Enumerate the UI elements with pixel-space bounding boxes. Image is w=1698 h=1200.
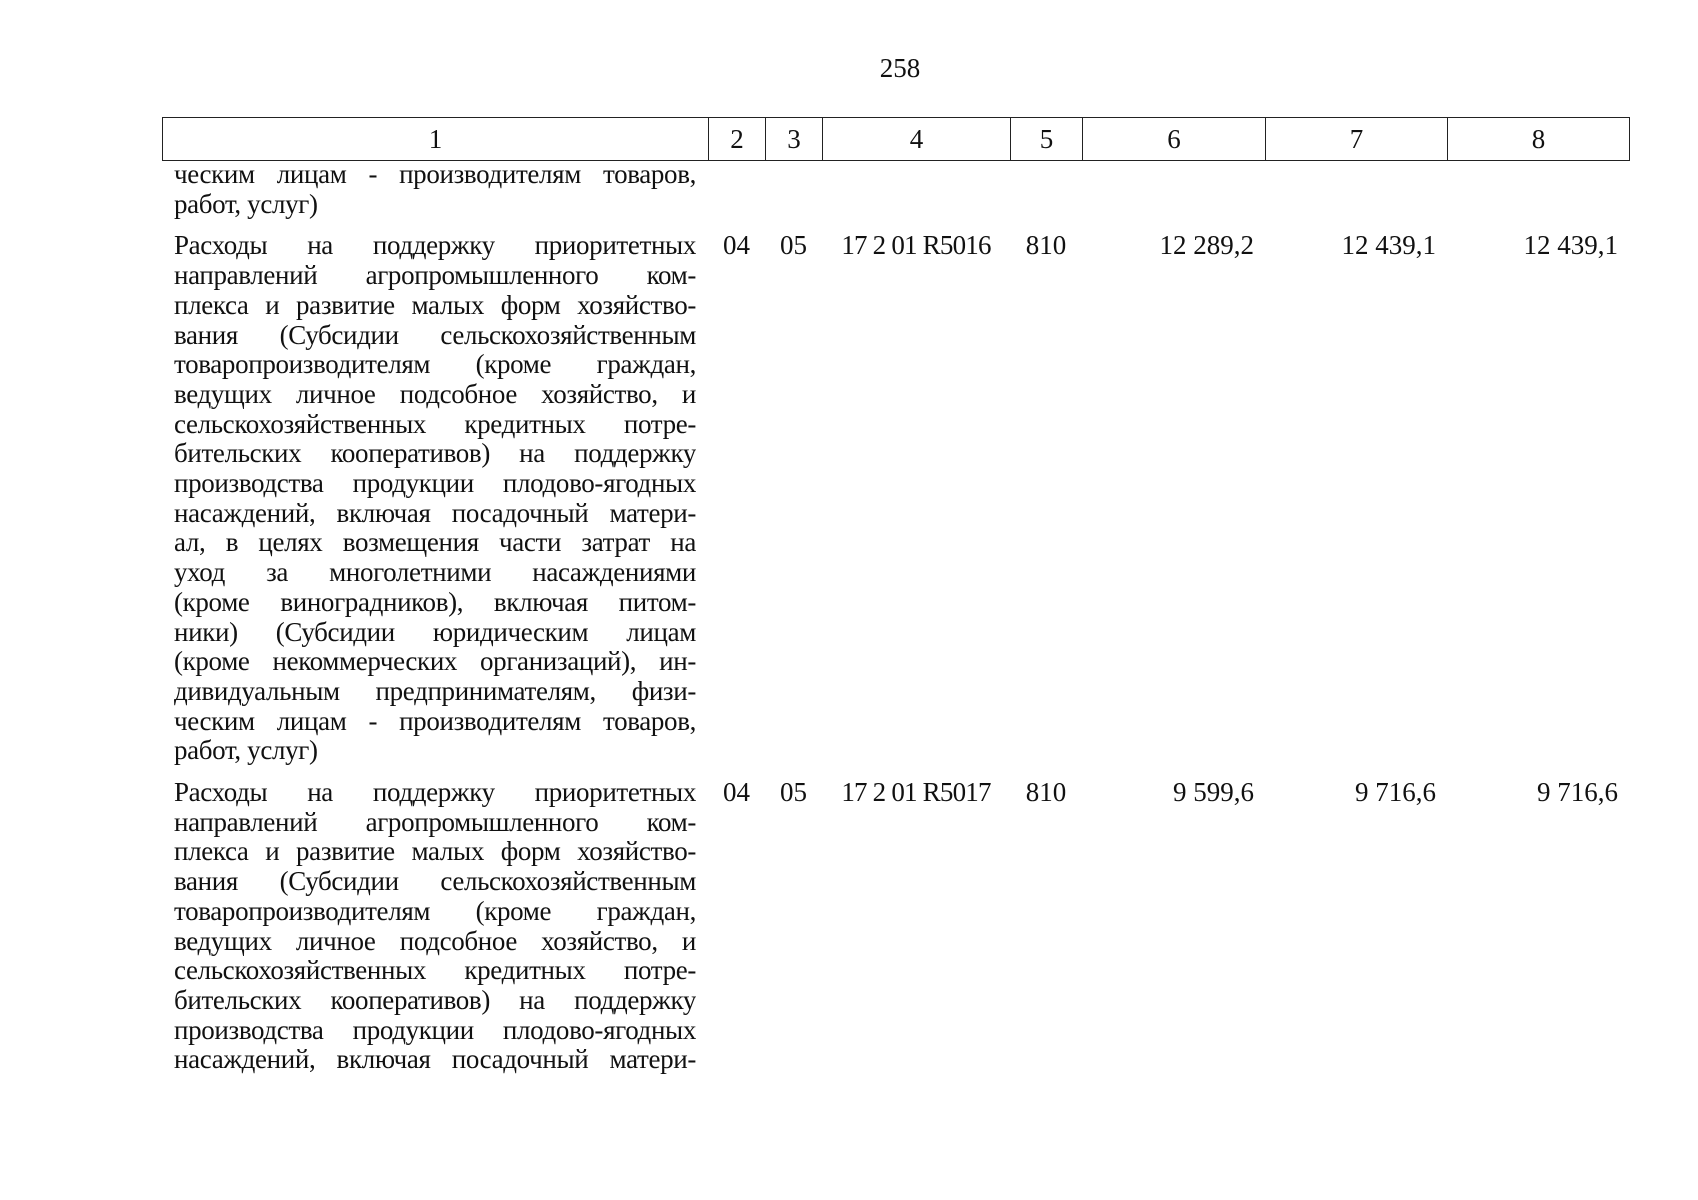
text-line: работ, услуг) bbox=[174, 189, 318, 219]
text-line: плекса и развитие малых форм хозяйство- bbox=[174, 837, 696, 867]
text-line: сельскохозяйственных кредитных потре- bbox=[174, 956, 696, 986]
text-line: Расходы на поддержку приоритетных bbox=[174, 778, 696, 808]
column-header-2: 2 bbox=[709, 118, 766, 161]
text-line: (кроме виноградников), включая питом- bbox=[174, 587, 696, 617]
text-line: насаждений, включая посадочный матери- bbox=[174, 1045, 696, 1075]
text-line: ведущих личное подсобное хозяйство, и bbox=[174, 379, 696, 409]
row-description bbox=[162, 778, 708, 1075]
text-line: ческим лицам - производителям товаров, bbox=[174, 160, 696, 189]
column-header-7: 7 bbox=[1266, 118, 1448, 161]
row-description bbox=[162, 231, 708, 766]
cell-section: 04 bbox=[723, 777, 750, 808]
cell-amount-8: 9 716,6 bbox=[1537, 777, 1618, 808]
text-line: производства продукции плодово-ягодных bbox=[174, 469, 696, 499]
column-header-6: 6 bbox=[1083, 118, 1266, 161]
cell-section: 04 bbox=[723, 230, 750, 261]
cell-amount-7: 9 716,6 bbox=[1355, 777, 1436, 808]
table-row bbox=[162, 778, 1629, 1075]
page-number: 258 bbox=[879, 53, 921, 83]
cell-target-code: 17 2 01 R5017 bbox=[841, 777, 991, 808]
table-row bbox=[162, 231, 1629, 766]
text-line: ческим лицам - производителям товаров, bbox=[174, 706, 696, 736]
column-header-8: 8 bbox=[1448, 118, 1630, 161]
text-line: товаропроизводителям (кроме граждан, bbox=[174, 350, 696, 380]
column-header-4: 4 bbox=[823, 118, 1011, 161]
text-line: насаждений, включая посадочный матери- bbox=[174, 498, 696, 528]
text-line: вания (Субсидии сельскохозяйственным bbox=[174, 320, 696, 350]
cell-subsection: 05 bbox=[780, 230, 807, 261]
cell-target-code: 17 2 01 R5016 bbox=[841, 230, 991, 261]
text-line: направлений агропромышленного ком- bbox=[174, 261, 696, 291]
text-line: сельскохозяйственных кредитных потре- bbox=[174, 409, 696, 439]
cell-amount-6: 12 289,2 bbox=[1159, 230, 1254, 261]
cell-expense-type: 810 bbox=[1025, 777, 1067, 808]
table-row-continuation bbox=[162, 160, 1629, 219]
text-line: плекса и развитие малых форм хозяйство- bbox=[174, 290, 696, 320]
cell-amount-6: 9 599,6 bbox=[1173, 777, 1254, 808]
row-description bbox=[162, 160, 708, 219]
text-line: бительских кооперативов) на поддержку bbox=[174, 985, 696, 1015]
text-line: ники) (Субсидии юридическим лицам bbox=[174, 617, 696, 647]
cell-amount-7: 12 439,1 bbox=[1341, 230, 1436, 261]
column-header-1: 1 bbox=[163, 118, 709, 161]
budget-table bbox=[162, 160, 1629, 1075]
column-header-5: 5 bbox=[1011, 118, 1083, 161]
text-line: Расходы на поддержку приоритетных bbox=[174, 231, 696, 261]
text-line: (кроме некоммерческих организаций), ин- bbox=[174, 647, 696, 677]
cell-subsection: 05 bbox=[780, 777, 807, 808]
text-line: дивидуальным предпринимателям, физи- bbox=[174, 676, 696, 706]
text-line: ведущих личное подсобное хозяйство, и bbox=[174, 926, 696, 956]
cell-expense-type: 810 bbox=[1025, 230, 1067, 261]
cell-amount-8: 12 439,1 bbox=[1523, 230, 1618, 261]
text-line: уход за многолетними насаждениями bbox=[174, 558, 696, 588]
text-line: направлений агропромышленного ком- bbox=[174, 807, 696, 837]
text-line: бительских кооперативов) на поддержку bbox=[174, 439, 696, 469]
text-line: вания (Субсидии сельскохозяйственным bbox=[174, 867, 696, 897]
text-line: производства продукции плодово-ягодных bbox=[174, 1015, 696, 1045]
text-line: работ, услуг) bbox=[174, 736, 318, 766]
column-header-row bbox=[162, 117, 1630, 161]
text-line: ал, в целях возмещения части затрат на bbox=[174, 528, 696, 558]
text-line: товаропроизводителям (кроме граждан, bbox=[174, 896, 696, 926]
column-header-3: 3 bbox=[766, 118, 823, 161]
